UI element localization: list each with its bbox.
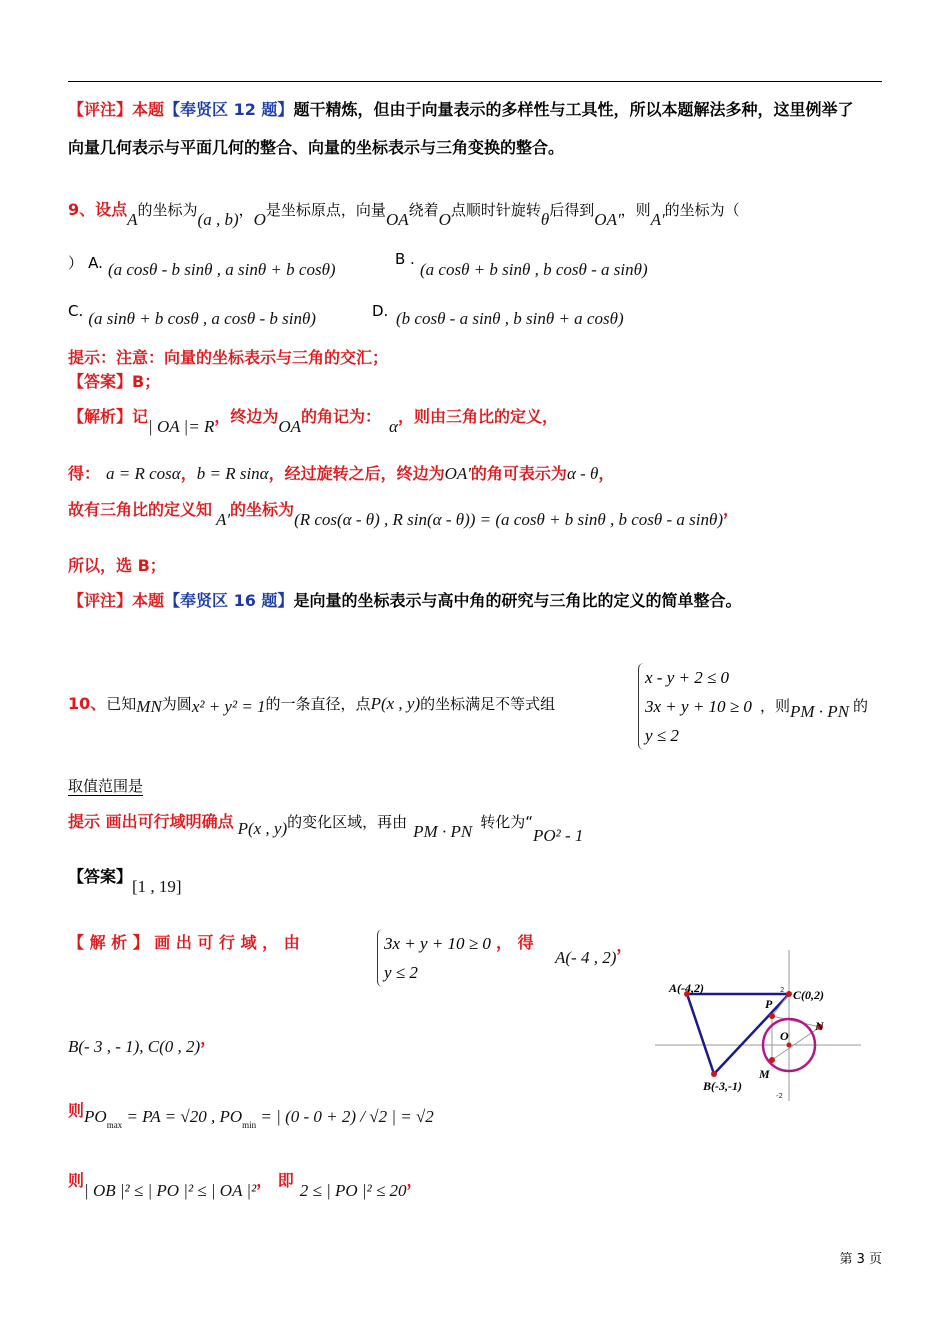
text: 已知 [106,695,137,713]
point-o [787,1043,792,1048]
label-c: C(0,2) [793,988,824,1002]
text: ，则 [620,201,651,219]
option-c-label: C. [68,302,84,320]
text: 绕着 [408,201,439,219]
point-m [769,1057,775,1063]
text: ，则由三角比的定义， [397,407,558,426]
text: 取值范围是 [68,777,144,795]
inequality: 3x + y + 10 ≥ 0 [645,697,752,716]
comment-1-line-2 [68,137,564,159]
math: A' [216,510,231,529]
math: MN [136,697,162,716]
math-O: O [438,210,451,229]
text: 的变化区域，再由 [287,813,408,831]
comment-text: 是向量的坐标表示与高中角的研究与三角比的定义的简单整合。 [293,591,742,610]
comment-ref: 【奉贤区 16 题】 [164,591,294,610]
q9-options-ab [68,250,648,279]
text: ， [598,464,615,483]
text: 则 [68,1171,85,1190]
text: 的角可表示为 [470,464,567,483]
q10-stem-end [760,695,869,721]
text: 的一条直径，点 [265,695,371,713]
q9-hint: 提示：注意：向量的坐标表示与三角的交汇； [68,348,389,367]
math: | OB |² ≤ | PO |² ≤ | OA |² [84,1181,257,1200]
inequality: x - y + 2 ≤ 0 [645,668,730,687]
option-a: (a cosθ - b sinθ , a sinθ + b cosθ) [107,260,336,279]
inequality: 3x + y + 10 ≥ 0 [384,934,491,953]
brace [377,929,491,987]
text: 得： [68,464,101,483]
answer-label: 【答案】 [68,867,133,886]
subscript: min [242,1120,257,1130]
math: (R cos(α - θ) , R sin(α - θ)) = (a cosθ + b sinθ , b cosθ - a sinθ) [294,510,723,529]
text: 的坐标为 [230,500,295,519]
text: ，终边为 [214,407,279,426]
brace [638,663,752,750]
math-OA: OA [385,210,409,229]
math: α - θ [566,464,599,483]
math: P(x , y) [370,694,421,713]
q9-number: 9、设点 [68,200,128,219]
point-c [786,991,792,997]
q10-points-bc [68,1029,217,1058]
option-d-label: D. [372,302,389,320]
math: B(- 3 , - 1), C(0 , 2) [68,1037,201,1056]
hint-label: 提示 画出可行域明确点 [68,812,234,831]
comment-1-line-1 [68,99,853,121]
q9-answer: 【答案】B； [68,372,161,391]
comment-text: 题干精炼，但由于向量表示的多样性与工具性，所以本题解法多种，这里例举了 [293,100,854,119]
page-number: 第 3 页 [839,1252,882,1267]
text: 的坐标满足不等式组 [420,695,556,713]
label-p: P [765,997,773,1011]
math: | OA |= R [148,417,215,436]
q10-inequality [68,1170,423,1200]
math: = PA = √20 , PO [122,1107,243,1126]
text: 点顺时针旋转 [450,201,541,219]
feasible-region-figure [655,948,865,1103]
text: 为圆 [161,695,192,713]
q10-solution-1-end [496,932,534,954]
text: 的角记为： [301,407,382,426]
comment-label: 【评注】本题 [68,100,165,119]
tick-label-pos: 2 [780,986,785,994]
label-m: M [759,1067,770,1081]
q9-options-cd [68,300,624,328]
label-b: B(-3,-1) [703,1079,742,1093]
q10-hint [68,811,584,845]
point-p [769,1013,775,1019]
math-ab: (a , b) [197,210,239,229]
comment-ref: 【奉贤区 12 题】 [164,100,294,119]
text: ， [200,1029,217,1048]
q9-solution-3 [68,499,740,529]
comment-2 [68,590,741,612]
text: ） [68,254,84,272]
text: ，经过旋转之后，终边为 [268,464,445,483]
inequality: y ≤ 2 [384,963,418,982]
math: = | (0 - 0 + 2) / √2 | = √2 [256,1107,434,1126]
q10-solution-system [377,929,491,987]
segment [772,994,789,1016]
text: 后得到 [549,201,595,219]
option-d: (b cosθ - a sinθ , b sinθ + a cosθ) [396,309,624,328]
option-b-label: B . [395,250,415,268]
math: 2 ≤ | PO |² ≤ 20 [299,1181,407,1200]
top-rule [68,81,882,82]
q10-answer [68,866,182,896]
text: 的 [853,697,869,715]
q9-solution-1 [68,406,558,436]
math: OA' [444,464,471,483]
point-b [711,1071,717,1077]
math-A: A [127,210,138,229]
math: PO [84,1107,107,1126]
math: x² + y² = 1 [191,697,266,716]
text: 故有三角比的定义知 [68,500,213,519]
math: A(- 4 , 2) [555,948,617,967]
math: P(x , y) [237,819,288,838]
label-o: O [780,1029,789,1043]
math: PM · PN [790,702,850,721]
text: ， 得 [496,933,534,952]
math: a = R cosα [106,464,181,483]
text: ， [238,201,254,219]
math-theta: θ [540,210,550,229]
text: ， [616,936,633,955]
text: 转化为“ [480,813,533,831]
inequality: y ≤ 2 [645,726,679,745]
option-c: (a sinθ + b cosθ , a cosθ - b sinθ) [88,309,316,328]
q10-inequality-system [638,663,752,750]
text: 的坐标为 [137,201,198,219]
option-a-label: A. [88,254,103,272]
q10-range [68,775,143,797]
q10-stem [68,693,555,715]
q10-solution-1 [68,932,300,954]
solution-label: 【解析】记 [68,407,149,426]
subscript: max [106,1120,123,1130]
label-n: N [815,1019,824,1033]
label-a: A(-4,2) [669,981,704,995]
text: ，则 [760,697,791,715]
text: ， [723,500,740,519]
q9-choose: 所以，选 B； [68,556,166,575]
math-O: O [253,210,266,229]
math-OA-prime: OA' [594,210,621,229]
q9-solution-2 [68,463,614,485]
text: ， [180,464,197,483]
math: PM · PN [413,822,473,841]
comment-text: 向量几何表示与平面几何的整合、向量的坐标表示与三角变换的整合。 [68,138,565,157]
answer: [1 , 19] [132,877,182,896]
q9-stem [68,199,740,229]
text: ， 即 [256,1171,294,1190]
text: 则 [68,1101,85,1120]
text: 的坐标为（ [664,201,740,219]
q10-point-a [555,936,633,969]
math: PO² - 1 [532,826,584,845]
option-b: (a cosθ + b sinθ , b cosθ - a sinθ) [420,260,648,279]
comment-label: 【评注】本题 [68,591,165,610]
q10-number: 10、 [68,694,107,713]
math: OA [278,417,302,436]
text: ， [406,1171,423,1190]
solution-label: 【 解 析 】 画 出 可 行 域 ， 由 [68,933,300,952]
math-A-prime: A' [650,210,665,229]
tick-label-neg: -2 [776,1092,783,1100]
text: 是坐标原点，向量 [265,201,386,219]
q10-po-values [68,1100,434,1130]
math-alpha: α [389,417,398,436]
math: b = R sinα [196,464,269,483]
